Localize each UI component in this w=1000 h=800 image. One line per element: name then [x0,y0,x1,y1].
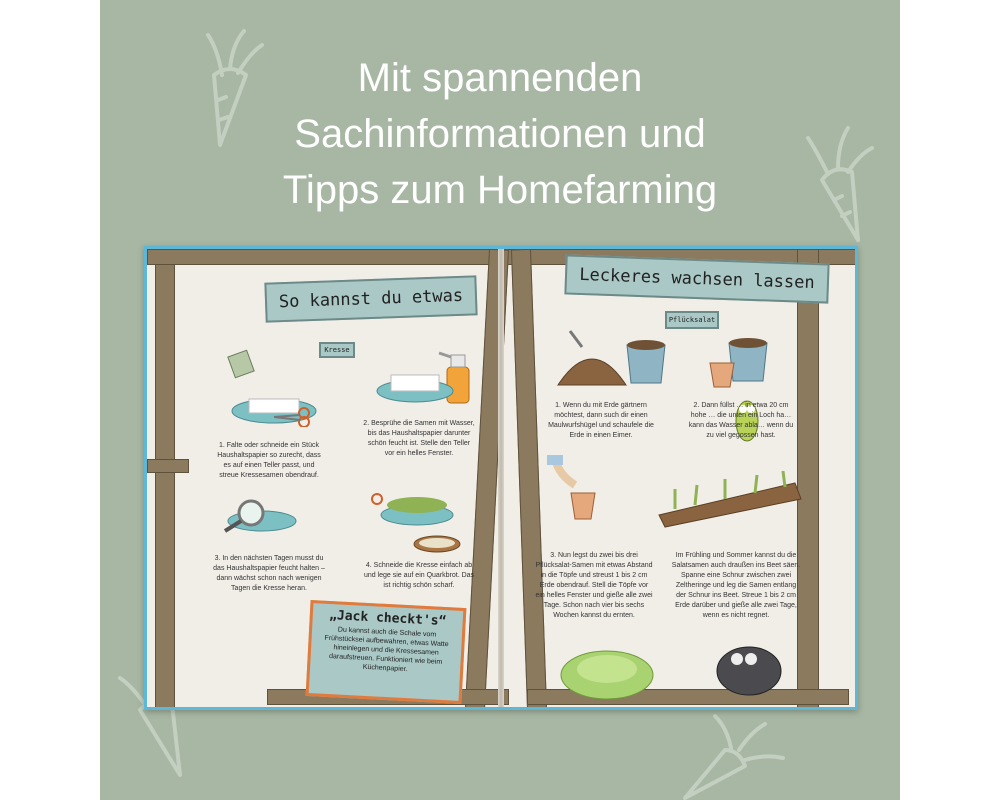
plant-pot-icon [707,359,737,389]
cress-plate-icon [367,489,457,529]
magnifier-icon [217,497,297,537]
book-spread [144,246,858,710]
molehill-icon [552,329,632,389]
pfluecksalat-sign: Pflücksalat [665,311,719,329]
lettuce-icon [557,641,657,701]
left-banner: So kannst du etwas [264,275,477,322]
wood-beam [155,249,175,709]
plant-pot-icon [545,453,615,523]
headline-line: Mit spannenden [357,56,643,100]
wood-beam [147,459,189,473]
seed-packet-icon [227,349,257,379]
left-step-2: 2. Besprühe die Samen mit Wasser, bis das Haushaltspapier darunter schön feucht ist. Stelle den Teller vor ein helles Fenster. [363,420,475,457]
right-step-1: 1. Wenn du mit Erde gärtnern möchtest, dann such dir einen Maulwurfshügel und schaufele die Erde in einen Eimer. [548,402,654,439]
garden-bed-icon [655,469,805,529]
left-step-1: 1. Falte oder schneide ein Stück Haushaltspapier so zurecht, dass es auf einen Teller passt, und streue Kressesamen obendrauf. [217,442,321,479]
right-banner: Leckeres wachsen lassen [564,254,829,303]
right-step-4: Im Frühling und Sommer kannst du die Salatsamen auch draußen ins Beet säen. Spanne eine Schnur zwischen zwei Zeltheringe und leg die Samen entlang der Schnur ins Beet. Streue 1 bis 2 cm Erde darüber und gieße alle zwei Tage, wenn es nicht regnet. [671,552,801,619]
wood-beam [511,249,547,709]
scissors-icon [272,407,312,427]
headline-line: Tipps zum Homefarming [282,168,718,212]
mole-icon [707,629,787,699]
bread-icon [412,534,462,554]
bucket-icon [623,335,669,385]
headline [100,50,900,218]
book-spine [498,249,504,707]
left-step-3: 3. In den nächsten Tagen musst du das Haushaltspapier feucht halten – dann wächst schon nach wenigen Tagen die Kresse heran. [213,555,325,592]
plate-icon [375,367,455,407]
kresse-sign: Kresse [319,342,355,358]
left-step-4: 4. Schneide die Kresse einfach ab und lege sie auf ein Quarkbrot. Das ist richtig schön scharf. [363,562,475,589]
promo-panel [100,0,900,800]
right-step-2: 2. Dann füllst … in etwa 20 cm hohe … die unten ein Loch ha… kann das Wasser abla… wenn du zu viel gegossen hast. [688,402,794,439]
carrot-icon [665,710,795,800]
right-step-3: 3. Nun legst du zwei bis drei Pflücksalat-Samen mit etwas Abstand in die Töpfe und streust 1 bis 2 cm Erde obendrauf. Stell die Töpfe vor ein helles Fenster und gieße alle zwei Tage. Schon nach vier bis sechs Wochen kannst du ernten. [535,552,653,619]
tip-text: Du kannst auch die Schale vom Frühstücksei aufbewahren, etwas Watte hineinlegen und die Kressesamen daraufstreuen. Funktioniert wie beim Küchenpapier. [324,626,449,674]
headline-line: Sachinformationen und [294,112,706,156]
tip-box [306,600,467,704]
tip-title: „Jack checkt's“ [328,607,447,630]
